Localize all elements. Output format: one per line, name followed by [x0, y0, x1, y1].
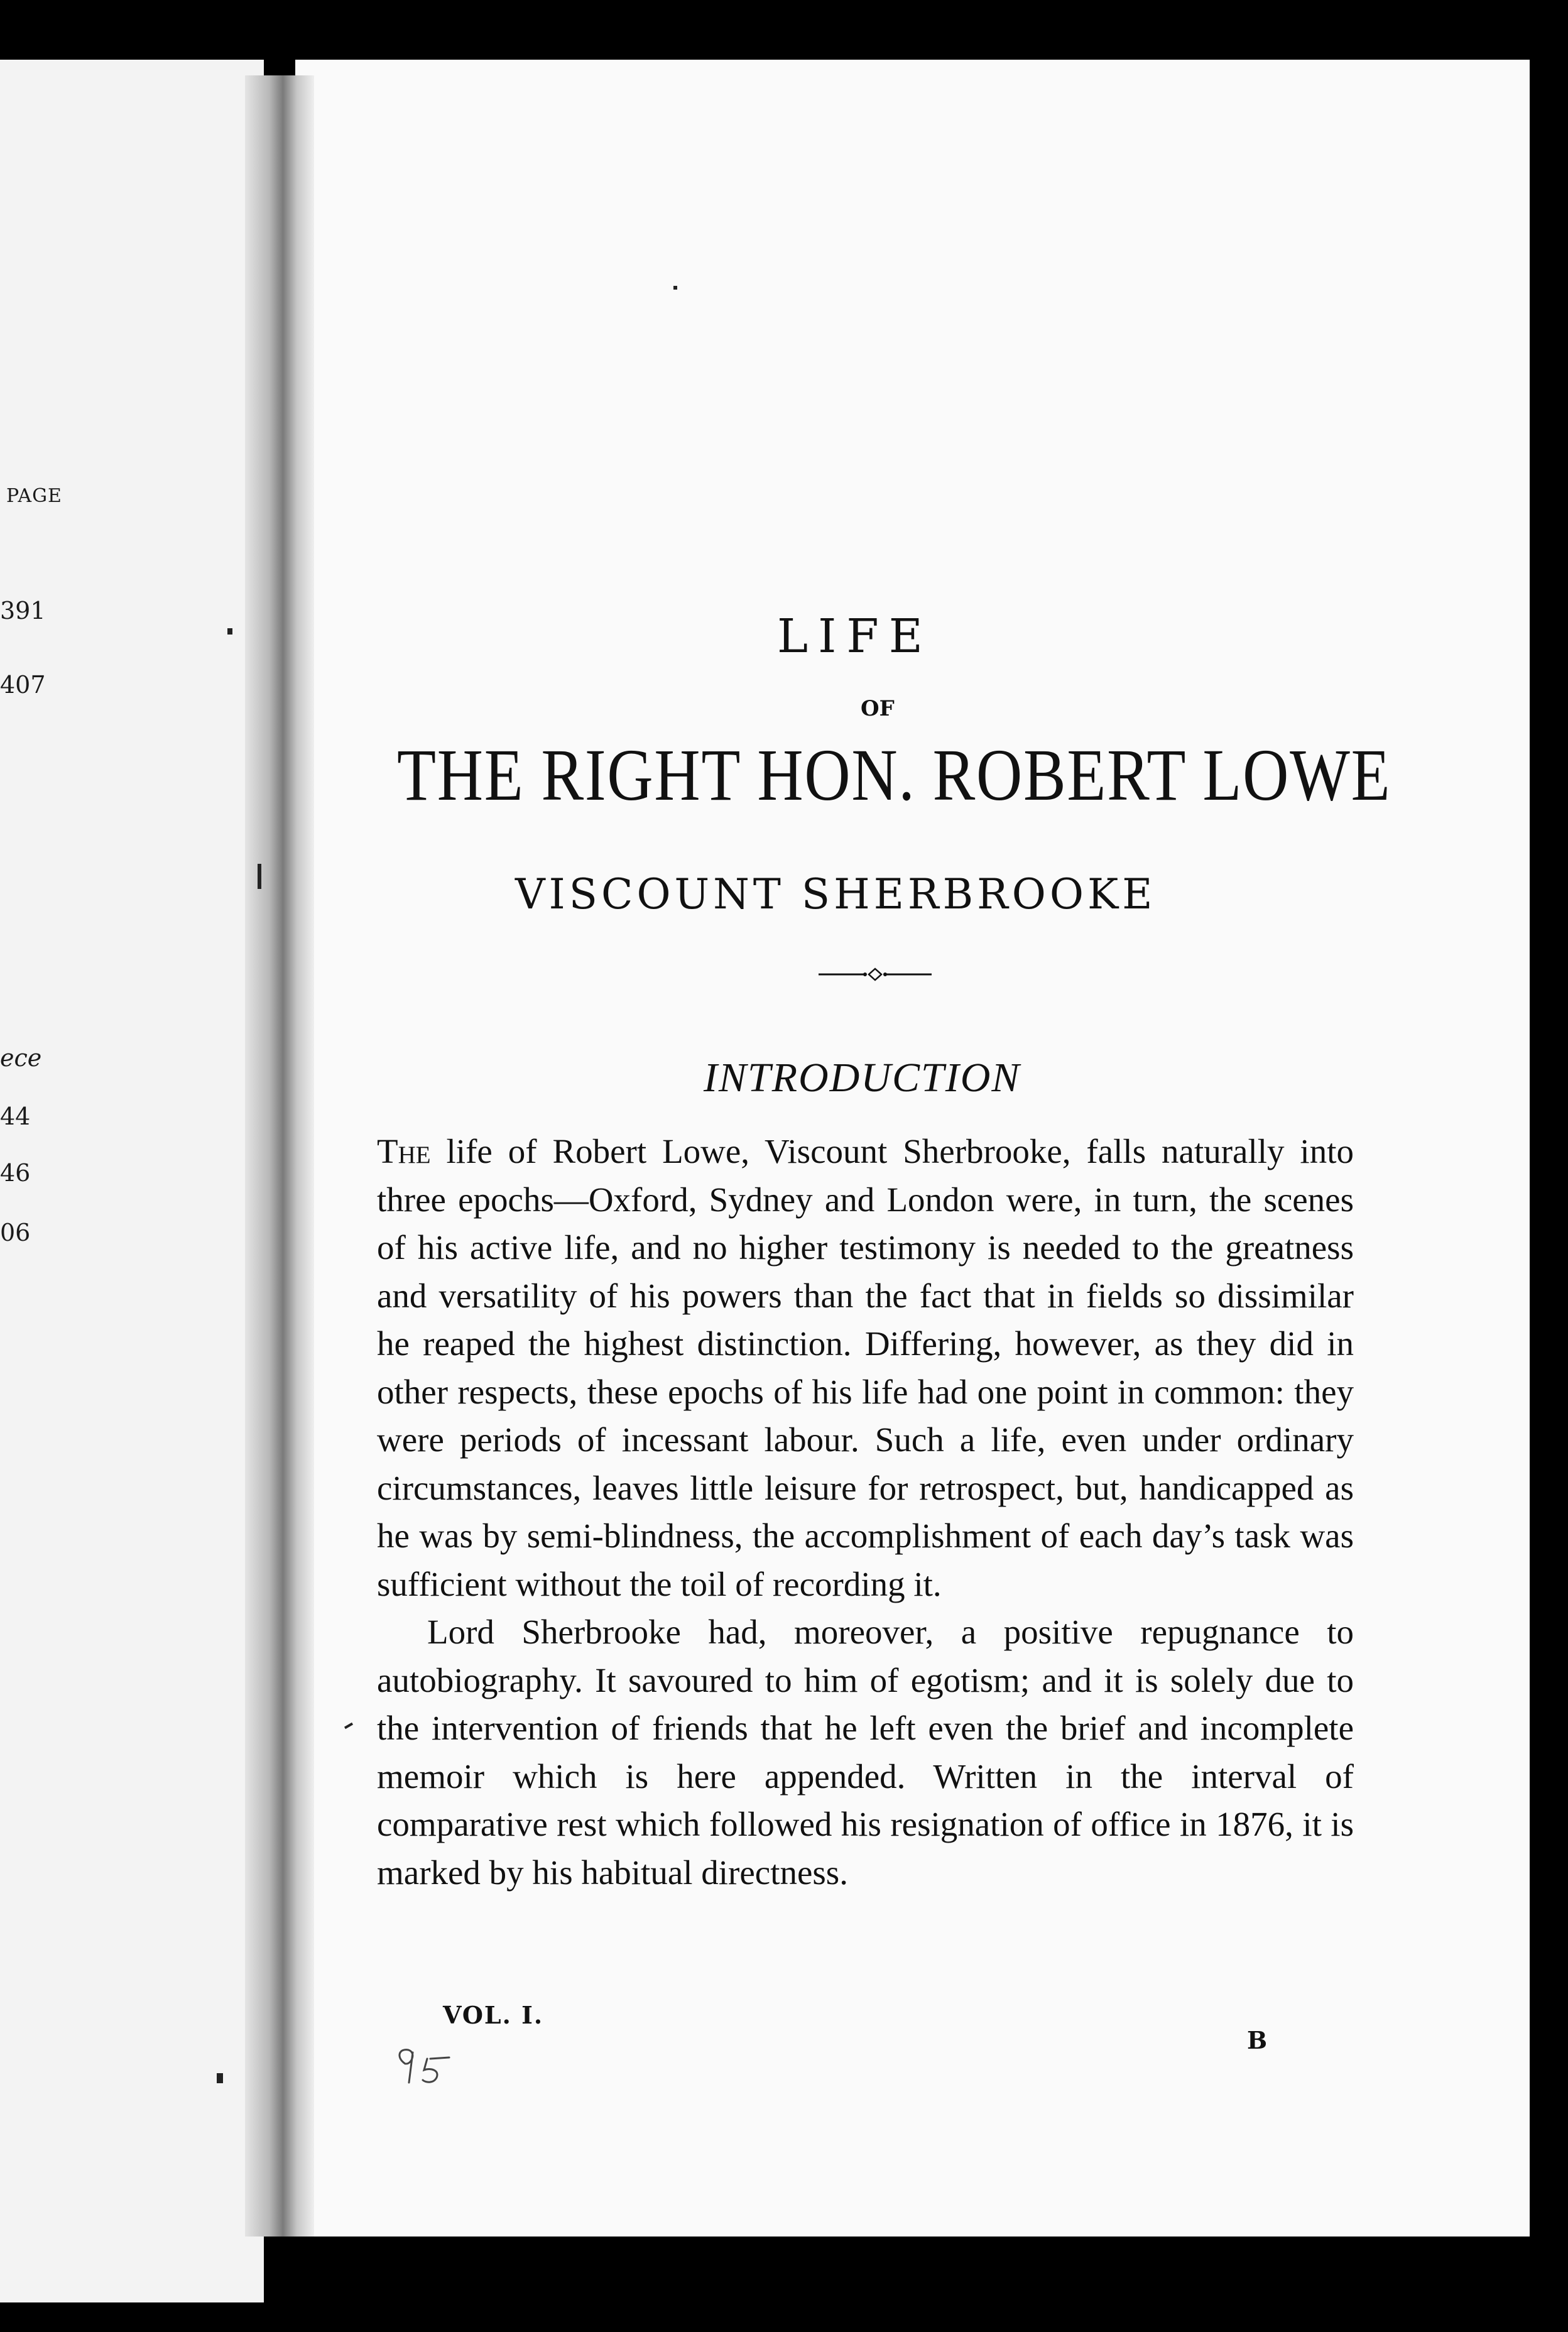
- paragraph: [377, 1128, 1354, 1608]
- ink-speck: [258, 864, 261, 889]
- left-page-fragment: 06: [0, 1219, 31, 1246]
- paragraph-text: Lord Sherbrooke had, moreover, a positive repugnance to autobiography. It savoured to him of egotism; and it is solely due to the intervention of friends that he left even the brief and incomplete memoir which is here appended. Written in the interval of comparative rest which followed his resignation of office in 1876, it is marked by his habitual directness.: [377, 1613, 1354, 1892]
- bottom-shadow: [264, 2237, 1568, 2332]
- ink-speck: [227, 628, 232, 635]
- section-heading: INTRODUCTION: [704, 1055, 1021, 1101]
- ink-speck: [217, 2073, 223, 2083]
- body-text: [377, 1128, 1354, 1897]
- left-page: [0, 60, 264, 2302]
- ink-speck: [673, 286, 677, 290]
- paragraph: [377, 1608, 1354, 1897]
- left-page-label: PAGE: [6, 485, 62, 507]
- paragraph-text: life of Robert Lowe, Viscount Sherbrooke, falls naturally into three epochs—Oxford, Sydney and London were, in turn, the scenes of his active life, and no higher testimony is needed to the greatness and versatility of his powers than the fact that in fields so dissimilar he reaped the highest distinction. Differing, however, as they did in other respects, these epochs of his life had one point in common: they were periods of incessant labour. Such a life, even under ordinary circumstances, leaves little leisure for retrospect, but, handicapped as he was by semi-blindness, the accomplishment of each day’s task was sufficient without the toil of recording it.: [377, 1132, 1354, 1603]
- title-of: OF: [861, 696, 895, 721]
- title-life: LIFE: [777, 609, 933, 663]
- handwritten-note: [393, 2045, 462, 2095]
- left-page-number: 407: [0, 671, 46, 699]
- paragraph-lead: The: [377, 1132, 431, 1170]
- volume-label: VOL. I.: [443, 2001, 544, 2029]
- left-page-fragment: 44: [0, 1103, 31, 1130]
- ornament-rule: [819, 965, 932, 984]
- left-page-fragment: ece: [0, 1044, 42, 1072]
- left-page-number: 391: [0, 597, 46, 624]
- book-spine: [245, 75, 314, 2237]
- title-subtitle: VISCOUNT SHERBROOKE: [515, 870, 1157, 918]
- title-name: THE RIGHT HON. ROBERT LOWE: [397, 734, 1391, 816]
- signature-mark: B: [1247, 2026, 1268, 2054]
- left-page-fragment: 46: [0, 1159, 31, 1187]
